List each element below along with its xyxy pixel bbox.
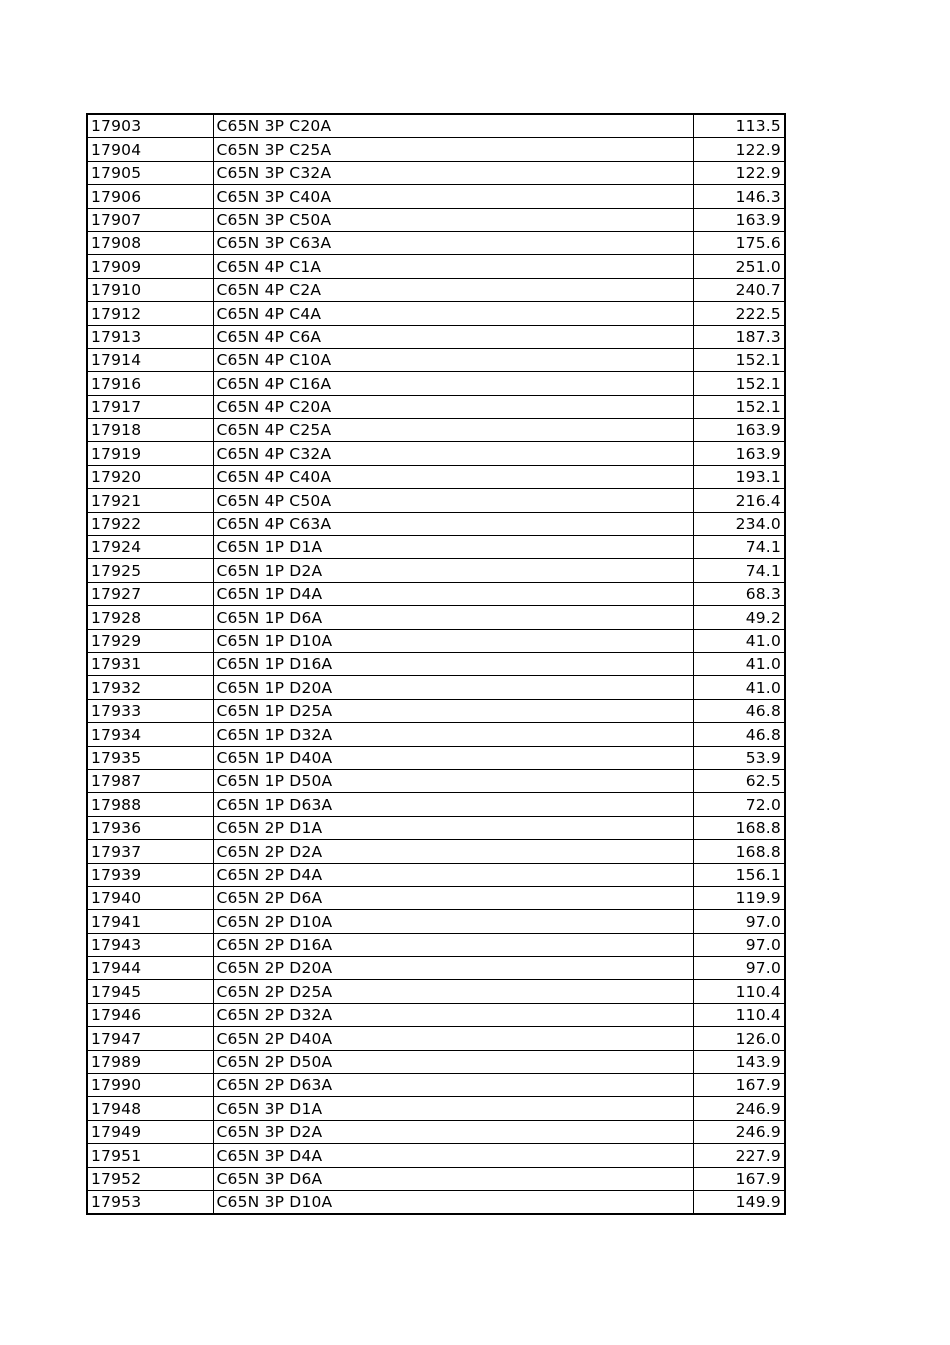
product-name-cell: C65N 1P D32A xyxy=(213,723,693,746)
product-code-cell: 17990 xyxy=(87,1074,213,1097)
table-row xyxy=(87,161,785,184)
product-name-cell: C65N 4P C4A xyxy=(213,302,693,325)
product-code-cell: 17924 xyxy=(87,536,213,559)
product-name-cell: C65N 3P D6A xyxy=(213,1167,693,1190)
product-name-cell: C65N 1P D20A xyxy=(213,676,693,699)
product-name-cell: C65N 2P D20A xyxy=(213,957,693,980)
product-code-cell: 17934 xyxy=(87,723,213,746)
price-cell: 246.9 xyxy=(693,1120,785,1143)
product-code-cell: 17939 xyxy=(87,863,213,886)
table-row xyxy=(87,442,785,465)
product-code-cell: 17932 xyxy=(87,676,213,699)
table-row xyxy=(87,793,785,816)
price-cell: 163.9 xyxy=(693,208,785,231)
product-name-cell: C65N 3P D2A xyxy=(213,1120,693,1143)
product-name-cell: C65N 2P D1A xyxy=(213,816,693,839)
table-row xyxy=(87,1074,785,1097)
product-code-cell: 17914 xyxy=(87,348,213,371)
price-cell: 126.0 xyxy=(693,1027,785,1050)
price-cell: 97.0 xyxy=(693,910,785,933)
price-cell: 163.9 xyxy=(693,442,785,465)
table-row xyxy=(87,489,785,512)
product-code-cell: 17945 xyxy=(87,980,213,1003)
price-cell: 97.0 xyxy=(693,957,785,980)
price-cell: 110.4 xyxy=(693,1003,785,1026)
product-code-cell: 17904 xyxy=(87,138,213,161)
product-code-cell: 17931 xyxy=(87,652,213,675)
table-row xyxy=(87,395,785,418)
table-row xyxy=(87,652,785,675)
table-row xyxy=(87,840,785,863)
product-name-cell: C65N 4P C63A xyxy=(213,512,693,535)
price-cell: 49.2 xyxy=(693,606,785,629)
product-name-cell: C65N 4P C40A xyxy=(213,465,693,488)
table-row xyxy=(87,1120,785,1143)
table-row xyxy=(87,1190,785,1214)
product-code-cell: 17910 xyxy=(87,278,213,301)
product-code-cell: 17944 xyxy=(87,957,213,980)
price-cell: 41.0 xyxy=(693,676,785,699)
price-table-body xyxy=(87,114,785,1214)
product-name-cell: C65N 1P D40A xyxy=(213,746,693,769)
table-row xyxy=(87,1050,785,1073)
product-name-cell: C65N 2P D63A xyxy=(213,1074,693,1097)
table-row xyxy=(87,676,785,699)
table-row xyxy=(87,465,785,488)
price-cell: 74.1 xyxy=(693,536,785,559)
product-name-cell: C65N 2P D50A xyxy=(213,1050,693,1073)
price-cell: 168.8 xyxy=(693,816,785,839)
product-code-cell: 17933 xyxy=(87,699,213,722)
price-cell: 62.5 xyxy=(693,769,785,792)
table-row xyxy=(87,1097,785,1120)
product-code-cell: 17951 xyxy=(87,1144,213,1167)
product-name-cell: C65N 1P D4A xyxy=(213,582,693,605)
price-cell: 156.1 xyxy=(693,863,785,886)
product-name-cell: C65N 1P D50A xyxy=(213,769,693,792)
price-cell: 251.0 xyxy=(693,255,785,278)
product-name-cell: C65N 3P D1A xyxy=(213,1097,693,1120)
product-name-cell: C65N 2P D2A xyxy=(213,840,693,863)
product-code-cell: 17927 xyxy=(87,582,213,605)
price-cell: 152.1 xyxy=(693,348,785,371)
price-cell: 74.1 xyxy=(693,559,785,582)
product-name-cell: C65N 4P C32A xyxy=(213,442,693,465)
price-cell: 227.9 xyxy=(693,1144,785,1167)
product-code-cell: 17925 xyxy=(87,559,213,582)
price-cell: 146.3 xyxy=(693,185,785,208)
price-cell: 97.0 xyxy=(693,933,785,956)
product-code-cell: 17952 xyxy=(87,1167,213,1190)
product-code-cell: 17909 xyxy=(87,255,213,278)
price-cell: 187.3 xyxy=(693,325,785,348)
product-name-cell: C65N 4P C10A xyxy=(213,348,693,371)
product-name-cell: C65N 4P C25A xyxy=(213,419,693,442)
product-code-cell: 17929 xyxy=(87,629,213,652)
product-code-cell: 17989 xyxy=(87,1050,213,1073)
product-name-cell: C65N 4P C1A xyxy=(213,255,693,278)
table-row xyxy=(87,1027,785,1050)
price-cell: 46.8 xyxy=(693,723,785,746)
price-cell: 152.1 xyxy=(693,372,785,395)
product-code-cell: 17918 xyxy=(87,419,213,442)
table-row xyxy=(87,886,785,909)
table-row xyxy=(87,746,785,769)
product-name-cell: C65N 2P D25A xyxy=(213,980,693,1003)
product-name-cell: C65N 4P C50A xyxy=(213,489,693,512)
product-name-cell: C65N 1P D6A xyxy=(213,606,693,629)
table-row xyxy=(87,769,785,792)
product-name-cell: C65N 3P C63A xyxy=(213,231,693,254)
product-code-cell: 17953 xyxy=(87,1190,213,1214)
product-name-cell: C65N 3P C25A xyxy=(213,138,693,161)
table-row xyxy=(87,419,785,442)
table-row xyxy=(87,536,785,559)
table-row xyxy=(87,138,785,161)
product-code-cell: 17913 xyxy=(87,325,213,348)
product-code-cell: 17947 xyxy=(87,1027,213,1050)
table-row xyxy=(87,582,785,605)
price-cell: 167.9 xyxy=(693,1074,785,1097)
table-row xyxy=(87,114,785,138)
table-row xyxy=(87,980,785,1003)
product-code-cell: 17937 xyxy=(87,840,213,863)
table-row xyxy=(87,910,785,933)
product-name-cell: C65N 1P D25A xyxy=(213,699,693,722)
price-cell: 222.5 xyxy=(693,302,785,325)
table-row xyxy=(87,185,785,208)
product-name-cell: C65N 4P C6A xyxy=(213,325,693,348)
price-cell: 168.8 xyxy=(693,840,785,863)
table-row xyxy=(87,863,785,886)
product-code-cell: 17903 xyxy=(87,114,213,138)
product-code-cell: 17936 xyxy=(87,816,213,839)
price-cell: 240.7 xyxy=(693,278,785,301)
product-code-cell: 17921 xyxy=(87,489,213,512)
table-row xyxy=(87,1167,785,1190)
price-cell: 122.9 xyxy=(693,161,785,184)
product-code-cell: 17906 xyxy=(87,185,213,208)
price-cell: 167.9 xyxy=(693,1167,785,1190)
table-row xyxy=(87,512,785,535)
price-cell: 216.4 xyxy=(693,489,785,512)
product-name-cell: C65N 2P D16A xyxy=(213,933,693,956)
product-code-cell: 17922 xyxy=(87,512,213,535)
product-name-cell: C65N 1P D1A xyxy=(213,536,693,559)
price-cell: 41.0 xyxy=(693,629,785,652)
table-row xyxy=(87,255,785,278)
product-code-cell: 17917 xyxy=(87,395,213,418)
product-name-cell: C65N 3P D4A xyxy=(213,1144,693,1167)
price-cell: 175.6 xyxy=(693,231,785,254)
product-code-cell: 17912 xyxy=(87,302,213,325)
price-cell: 246.9 xyxy=(693,1097,785,1120)
product-code-cell: 17988 xyxy=(87,793,213,816)
table-row xyxy=(87,278,785,301)
table-row xyxy=(87,372,785,395)
table-row xyxy=(87,816,785,839)
table-row xyxy=(87,723,785,746)
table-row xyxy=(87,231,785,254)
product-name-cell: C65N 1P D16A xyxy=(213,652,693,675)
price-cell: 46.8 xyxy=(693,699,785,722)
product-code-cell: 17908 xyxy=(87,231,213,254)
product-name-cell: C65N 3P C32A xyxy=(213,161,693,184)
product-name-cell: C65N 3P C50A xyxy=(213,208,693,231)
product-code-cell: 17907 xyxy=(87,208,213,231)
product-code-cell: 17916 xyxy=(87,372,213,395)
product-code-cell: 17920 xyxy=(87,465,213,488)
product-name-cell: C65N 2P D40A xyxy=(213,1027,693,1050)
table-row xyxy=(87,302,785,325)
product-code-cell: 17943 xyxy=(87,933,213,956)
product-name-cell: C65N 1P D63A xyxy=(213,793,693,816)
product-code-cell: 17941 xyxy=(87,910,213,933)
product-code-cell: 17928 xyxy=(87,606,213,629)
table-row xyxy=(87,208,785,231)
price-table xyxy=(86,113,786,1215)
table-row xyxy=(87,629,785,652)
product-code-cell: 17946 xyxy=(87,1003,213,1026)
product-name-cell: C65N 3P C20A xyxy=(213,114,693,138)
price-cell: 41.0 xyxy=(693,652,785,675)
product-code-cell: 17919 xyxy=(87,442,213,465)
product-name-cell: C65N 1P D2A xyxy=(213,559,693,582)
table-row xyxy=(87,348,785,371)
price-cell: 149.9 xyxy=(693,1190,785,1214)
product-name-cell: C65N 2P D6A xyxy=(213,886,693,909)
product-code-cell: 17948 xyxy=(87,1097,213,1120)
product-code-cell: 17949 xyxy=(87,1120,213,1143)
price-cell: 110.4 xyxy=(693,980,785,1003)
product-name-cell: C65N 4P C20A xyxy=(213,395,693,418)
price-cell: 72.0 xyxy=(693,793,785,816)
price-cell: 143.9 xyxy=(693,1050,785,1073)
product-name-cell: C65N 2P D10A xyxy=(213,910,693,933)
product-name-cell: C65N 3P C40A xyxy=(213,185,693,208)
price-cell: 113.5 xyxy=(693,114,785,138)
table-row xyxy=(87,1144,785,1167)
product-name-cell: C65N 4P C16A xyxy=(213,372,693,395)
product-name-cell: C65N 2P D32A xyxy=(213,1003,693,1026)
product-name-cell: C65N 3P D10A xyxy=(213,1190,693,1214)
price-cell: 152.1 xyxy=(693,395,785,418)
table-row xyxy=(87,933,785,956)
price-cell: 68.3 xyxy=(693,582,785,605)
product-name-cell: C65N 4P C2A xyxy=(213,278,693,301)
product-name-cell: C65N 1P D10A xyxy=(213,629,693,652)
table-row xyxy=(87,325,785,348)
product-code-cell: 17987 xyxy=(87,769,213,792)
product-name-cell: C65N 2P D4A xyxy=(213,863,693,886)
price-cell: 163.9 xyxy=(693,419,785,442)
table-row xyxy=(87,957,785,980)
table-row xyxy=(87,1003,785,1026)
product-code-cell: 17940 xyxy=(87,886,213,909)
price-cell: 122.9 xyxy=(693,138,785,161)
price-cell: 193.1 xyxy=(693,465,785,488)
table-row xyxy=(87,559,785,582)
price-cell: 234.0 xyxy=(693,512,785,535)
table-row xyxy=(87,606,785,629)
price-cell: 53.9 xyxy=(693,746,785,769)
product-code-cell: 17905 xyxy=(87,161,213,184)
product-code-cell: 17935 xyxy=(87,746,213,769)
table-row xyxy=(87,699,785,722)
price-cell: 119.9 xyxy=(693,886,785,909)
